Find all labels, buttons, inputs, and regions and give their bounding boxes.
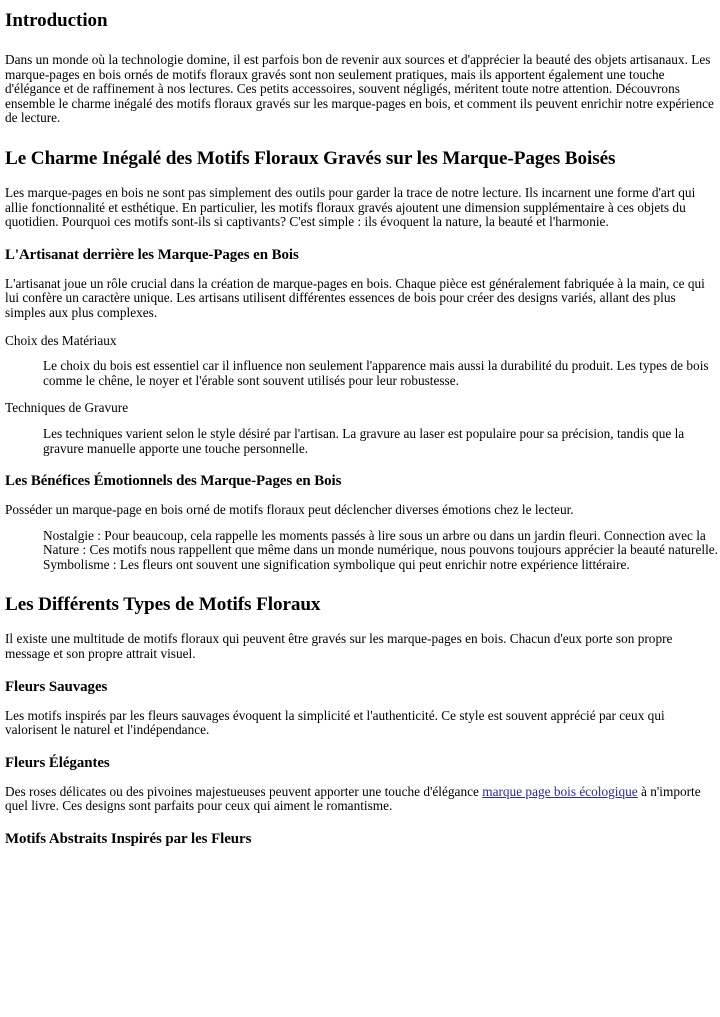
artisanat-paragraph: L'artisanat joue un rôle crucial dans la création de marque-pages en bois. Chaque pièce est généralement fabriquée à la main, ce qui lui confère un caractère unique. Les artisans utilisent différentes essences de bois pour créer des designs variés, allant des plus simples aux plus complexes. xyxy=(5,275,705,320)
spacer xyxy=(5,738,718,754)
spacer xyxy=(5,264,718,277)
charme-paragraph: Les marque-pages en bois ne sont pas simplement des outils pour garder la trace de notre lecture. Ils incarnent une forme d'art qui allie fonctionnalité et esthétique. En particulier, les motifs floraux gravés ajoutent une dimension supplémentaire à ces objets du quotidien. Pourquoi ces motifs sont-ils si captivants? C'est simple : ils évoquent la nature, la beauté et l'harmonie. xyxy=(5,184,696,230)
spacer xyxy=(5,321,718,334)
fleurs-elegantes-paragraph xyxy=(5,785,718,814)
section-heading-types: Les Différents Types de Motifs Floraux xyxy=(5,594,321,616)
label-choix-materiaux: Choix des Matériaux xyxy=(5,332,117,348)
types-paragraph: Il existe une multitude de motifs floraux qui peuvent être gravés sur les marque-pages en bois. Chacun d'eux porte son propre message et son propre attrait visuel. xyxy=(5,631,673,662)
spacer xyxy=(5,170,718,186)
indented-benefices-list: Nostalgie : Pour beaucoup, cela rappelle les moments passés à lire sous un arbre ou dans un jardin fleuri. Connection avec la Nature : Ces motifs nous rappellent que même dans un monde numérique, nous pouvons toujours apprécier la beauté naturelle. Symbolisme : Les fleurs ont souvent une signification symbolique qui peut enrichir notre expérience littéraire. xyxy=(43,527,719,572)
spacer xyxy=(5,662,718,678)
spacer xyxy=(5,696,718,709)
spacer xyxy=(5,230,718,246)
section-heading-charme: Le Charme Inégalé des Motifs Floraux Gravés sur les Marque-Pages Boisés xyxy=(5,147,616,169)
subsection-heading-artisanat: L'Artisanat derrière les Marque-Pages en Bois xyxy=(5,246,299,263)
fleurs-sauvages-paragraph: Les motifs inspirés par les fleurs sauvages évoquent la simplicité et l'authenticité. Ce style est souvent apprécié par ceux qui valorisent le naturel et l'indépendance. xyxy=(5,707,665,738)
spacer xyxy=(5,814,718,830)
paragraph-text-after-link: à n'importe quel livre. Ces designs sont parfaits pour ceux qui aiment le romantisme. xyxy=(5,783,701,814)
spacer xyxy=(5,616,718,632)
spacer xyxy=(5,32,718,53)
page-title: Introduction xyxy=(5,10,108,31)
marque-page-bois-ecologique-link[interactable]: marque page bois écologique xyxy=(482,783,638,799)
intro-paragraph: Dans un monde où la technologie domine, il est parfois bon de revenir aux sources et d'apprécier la beauté des objets artisanaux. Les marque-pages en bois ornés de motifs floraux gravés sont non seulement pratiques, mais ils apportent également une touche d'élégance et de raffinement à nos lectures. Ces petits accessoires, souvent négligés, méritent toute notre attention. Découvrons ensemble le charme inégalé des motifs floraux gravés sur les marque-pages en bois, et comment ils peuvent enrichir notre expérience de lecture. xyxy=(5,52,714,126)
subsection-heading-motifs-abstraits: Motifs Abstraits Inspirés par les Fleurs xyxy=(5,831,252,848)
spacer xyxy=(5,456,718,472)
subsection-heading-fleurs-elegantes: Fleurs Élégantes xyxy=(5,754,110,771)
indented-materiaux-text: Le choix du bois est essentiel car il influence non seulement l'apparence mais aussi la durabilité du produit. Les types de bois comme le chêne, le noyer et l'érable sont souvent utilisés pour leur robustesse. xyxy=(43,358,709,388)
indented-gravure-text: Les techniques varient selon le style désiré par l'artisan. La gravure au laser est populaire pour sa précision, tandis que la gravure manuelle apporte une touche personnelle. xyxy=(43,425,685,456)
subsection-heading-fleurs-sauvages: Fleurs Sauvages xyxy=(5,678,108,695)
subsection-heading-benefices: Les Bénéfices Émotionnels des Marque-Pages en Bois xyxy=(5,473,342,490)
label-techniques-gravure: Techniques de Gravure xyxy=(5,400,129,416)
benefices-paragraph: Posséder un marque-page en bois orné de motifs floraux peut déclencher diverses émotions chez le lecteur. xyxy=(5,502,574,518)
spacer xyxy=(5,572,718,593)
paragraph-text-before-link: Des roses délicates ou des pivoines majestueuses peuvent apporter une touche d'élégance xyxy=(5,783,483,799)
spacer xyxy=(5,126,718,147)
